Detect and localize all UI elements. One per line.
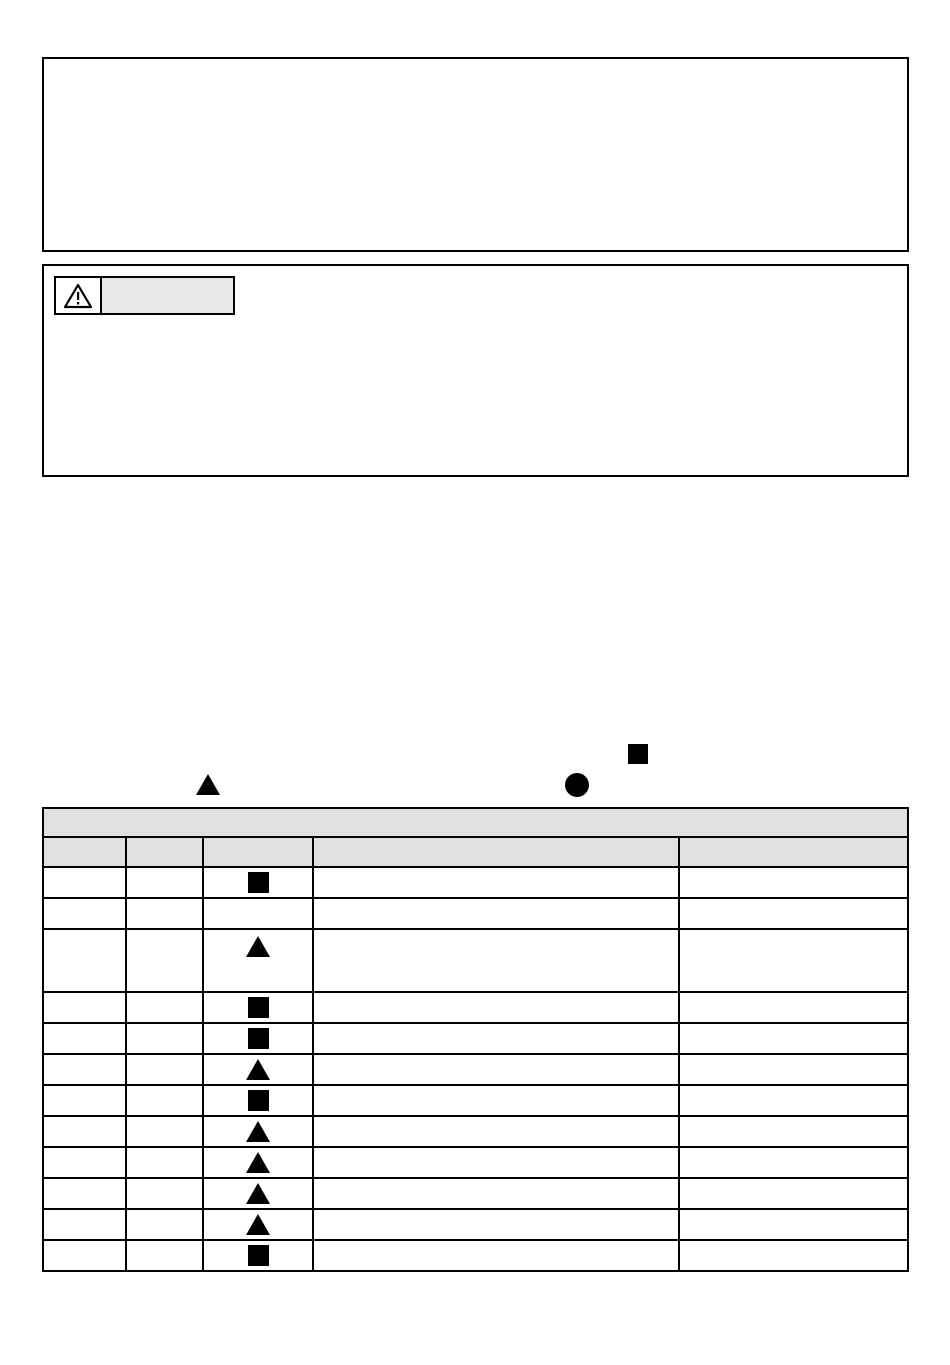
table-cell	[126, 929, 203, 992]
triangle-symbol-icon	[246, 1121, 270, 1142]
caution-label	[102, 278, 233, 313]
symbol-cell	[203, 929, 313, 992]
table-cell	[679, 1085, 908, 1116]
column-header	[203, 837, 313, 867]
table-cell	[126, 1178, 203, 1209]
table-row	[43, 1023, 908, 1054]
circle-symbol-icon	[565, 773, 589, 797]
table-cell	[313, 1054, 679, 1085]
table-title-row	[43, 808, 908, 837]
square-symbol-icon	[248, 1245, 269, 1266]
table-cell	[126, 1240, 203, 1271]
caution-box	[42, 264, 909, 477]
table-cell	[126, 867, 203, 898]
table-cell	[313, 1147, 679, 1178]
data-table	[42, 807, 909, 1272]
table-row	[43, 1209, 908, 1240]
warning-triangle-icon	[56, 278, 102, 313]
table-cell	[679, 1116, 908, 1147]
square-symbol-icon	[628, 744, 648, 764]
triangle-symbol-icon	[246, 1183, 270, 1204]
table-row	[43, 1240, 908, 1271]
symbol-cell	[203, 1116, 313, 1147]
symbol-cell	[203, 1147, 313, 1178]
table-cell	[313, 1116, 679, 1147]
table-cell	[679, 1023, 908, 1054]
symbol-cell	[203, 1209, 313, 1240]
table-cell	[313, 1023, 679, 1054]
table-cell	[43, 1023, 126, 1054]
table-row	[43, 867, 908, 898]
table-row	[43, 898, 908, 929]
table-cell	[313, 929, 679, 992]
column-header	[126, 837, 203, 867]
table-cell	[43, 1116, 126, 1147]
table-cell	[126, 1147, 203, 1178]
symbol-cell	[203, 1178, 313, 1209]
table-row	[43, 1054, 908, 1085]
table-cell	[679, 1054, 908, 1085]
table-cell	[679, 1178, 908, 1209]
table-cell	[43, 1054, 126, 1085]
table-cell	[679, 1240, 908, 1271]
table-cell	[679, 992, 908, 1023]
table-cell	[679, 1147, 908, 1178]
table-row	[43, 929, 908, 992]
table-cell	[126, 1209, 203, 1240]
column-header	[43, 837, 126, 867]
table-cell	[313, 992, 679, 1023]
table-cell	[43, 1147, 126, 1178]
table-header-row	[43, 837, 908, 867]
notice-box	[42, 57, 909, 252]
table-cell	[679, 898, 908, 929]
triangle-symbol-icon	[246, 1214, 270, 1235]
triangle-symbol-icon	[246, 1059, 270, 1080]
square-symbol-icon	[248, 1090, 269, 1111]
table-body	[43, 867, 908, 1271]
triangle-symbol-icon	[246, 1152, 270, 1173]
table-cell	[43, 1209, 126, 1240]
table-row	[43, 1147, 908, 1178]
table-cell	[43, 1085, 126, 1116]
table-cell	[43, 1240, 126, 1271]
caution-header	[54, 276, 235, 315]
table-cell	[126, 992, 203, 1023]
table-cell	[43, 929, 126, 992]
table-cell	[313, 1085, 679, 1116]
table-row	[43, 992, 908, 1023]
table-cell	[679, 867, 908, 898]
table-row	[43, 1178, 908, 1209]
table-cell	[313, 867, 679, 898]
symbol-cell	[203, 1054, 313, 1085]
table-cell	[313, 1178, 679, 1209]
table-row	[43, 1085, 908, 1116]
square-symbol-icon	[248, 997, 269, 1018]
table-cell	[43, 898, 126, 929]
column-header	[313, 837, 679, 867]
symbol-cell	[203, 867, 313, 898]
square-symbol-icon	[248, 1028, 269, 1049]
triangle-symbol-icon	[196, 774, 220, 795]
table-cell	[126, 1085, 203, 1116]
table-row	[43, 1116, 908, 1147]
column-header	[679, 837, 908, 867]
table-cell	[679, 929, 908, 992]
table-title	[43, 808, 908, 837]
table-cell	[43, 867, 126, 898]
symbol-cell	[203, 992, 313, 1023]
table-cell	[126, 898, 203, 929]
symbol-cell	[203, 898, 313, 929]
table-cell	[126, 1054, 203, 1085]
triangle-symbol-icon	[246, 936, 270, 957]
table-cell	[43, 992, 126, 1023]
square-symbol-icon	[248, 872, 269, 893]
table-cell	[313, 1240, 679, 1271]
table-cell	[679, 1209, 908, 1240]
table-cell	[313, 1209, 679, 1240]
table-cell	[43, 1178, 126, 1209]
symbol-cell	[203, 1023, 313, 1054]
table-cell	[126, 1023, 203, 1054]
symbol-cell	[203, 1085, 313, 1116]
table-cell	[126, 1116, 203, 1147]
symbol-cell	[203, 1240, 313, 1271]
table-cell	[313, 898, 679, 929]
